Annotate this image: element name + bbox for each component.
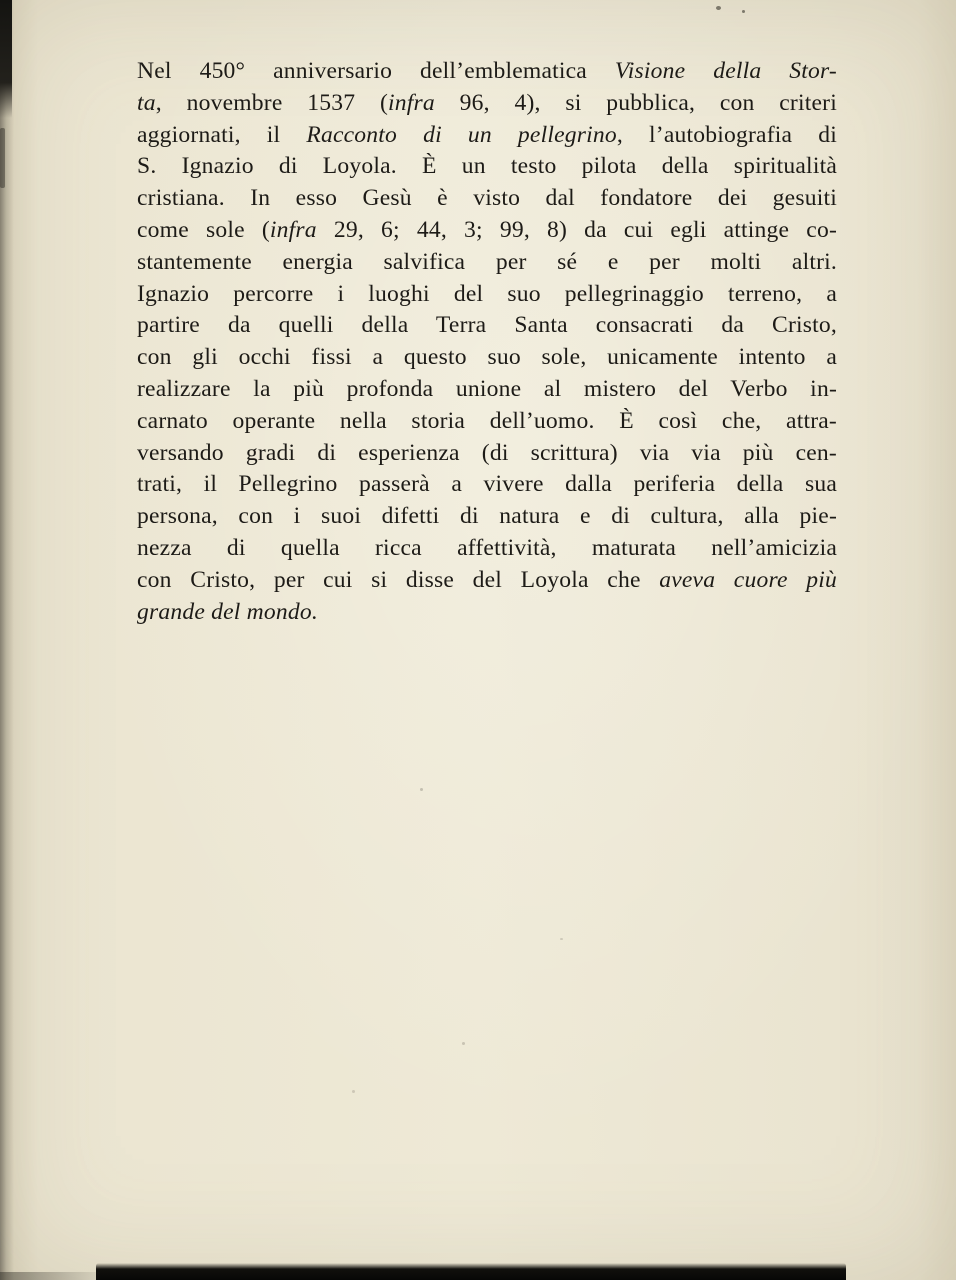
text-run: trati, il Pellegrino passerà a vivere dalla periferia della sua [137,471,837,498]
text-run: partire da quelli della Terra Santa consacrati da Cristo, [137,312,837,339]
text-line [137,88,837,120]
scan-edge-left-dark [0,0,12,118]
text-run: , l’autobiografia di [616,121,837,148]
text-line [137,120,837,152]
text-line [137,183,837,215]
text-line [137,565,837,597]
text-run: 29, 6; 44, 3; 99, 8) da cui egli attinge co- [316,216,837,243]
text-run: come sole ( [137,216,270,243]
text-run: , novembre 1537 ( [155,89,389,116]
scan-edge-left [0,0,14,1280]
scan-edge-bottom [96,1263,846,1280]
text-line [137,279,837,311]
text-run: carnato operante nella storia dell’uomo. È così che, attra- [137,407,837,434]
text-run: persona, con i suoi difetti di natura e di cultura, alla pie- [137,503,837,530]
text-run-italic: infra [269,216,317,243]
text-run: stantemente energia salvifica per sé e per molti altri. [137,248,837,275]
text-line [137,406,837,438]
text-line [137,342,837,374]
text-line [137,469,837,501]
scan-speck [742,10,745,13]
text-line [137,247,837,279]
text-line [137,374,837,406]
text-run: con gli occhi fissi a questo suo sole, unicamente intento a [137,344,837,371]
text-run: S. Ignazio di Loyola. È un testo pilota della spiritualità [137,153,837,180]
text-run-italic: infra [388,89,435,116]
text-run-italic: Visione della Stor- [614,58,837,84]
text-run: cristiana. In esso Gesù è visto dal fondatore dei gesuiti [137,185,837,212]
text-line [137,310,837,342]
text-line [137,438,837,470]
text-run: 96, 4), si pubblica, con criteri [434,89,837,116]
text-run: Ignazio percorre i luoghi del suo pellegrinaggio terreno, a [137,280,837,307]
scan-speck [462,1042,465,1045]
text-line [137,501,837,533]
scan-speck [420,788,423,791]
text-run-italic: grande del mondo. [137,598,318,625]
scan-edge-left-tick [0,128,5,188]
text-run-italic: ta [137,89,156,116]
text-run: nezza di quella ricca affettività, maturata nell’amicizia [137,534,837,561]
text-line [137,215,837,247]
text-line [137,597,837,629]
paragraph [137,56,837,628]
text-line [137,56,837,88]
text-run: Nel 450° anniversario dell’emblematica [137,58,615,84]
text-line [137,151,837,183]
scan-speck [716,6,721,10]
text-run: aggiornati, il [137,121,307,148]
scan-speck [560,938,563,940]
text-run: versando gradi di esperienza (di scrittura) via via più cen- [137,439,837,466]
text-line [137,533,837,565]
scan-smudge-bottom-left [0,1272,100,1280]
text-run-italic: aveva cuore più [659,566,837,593]
text-run: realizzare la più profonda unione al mistero del Verbo in- [137,375,837,402]
text-run-italic: Racconto di un pellegrino [306,121,617,148]
text-run: con Cristo, per cui si disse del Loyola che [137,566,660,593]
scan-speck [352,1090,355,1093]
